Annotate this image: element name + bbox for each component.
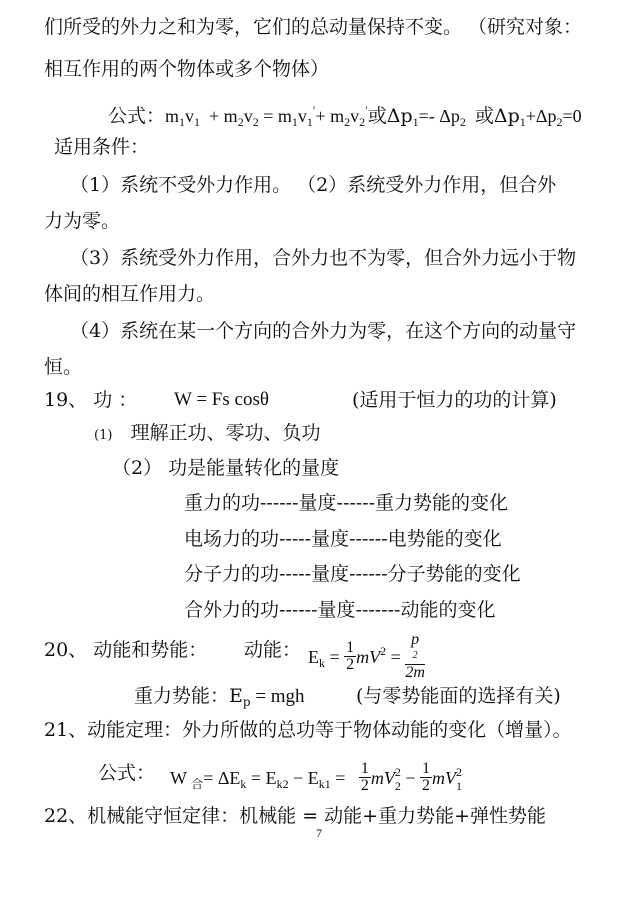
work-formula: W = Fs cosθ	[174, 389, 269, 410]
potential-energy-note: (与零势能面的选择有关)	[356, 685, 561, 707]
text-line-2: 相互作用的两个物体或多个物体）	[44, 58, 330, 80]
text-line-6: 力为零。	[44, 210, 121, 232]
text-line-10: 恒。	[44, 356, 83, 378]
section-19-heading: 19、 功 ：	[44, 389, 138, 411]
section-20-heading: 20、 动能和势能：	[44, 639, 208, 661]
text-line-5: （1）系统不受外力作用。 （2）系统受外力作用，但合外	[70, 174, 557, 196]
applicable-conditions-title: 适用条件：	[54, 136, 150, 158]
text-line-1: 们所受的外力之和为零，它们的总动量保持不变。 （研究对象：	[44, 16, 583, 38]
momentum-formula: 公式：$m_1v_1 + m_2v_2 = m_1v_1'+ m_2v_2'$或$\Delta p_1=-$ $\Delta p_2$ 或$\Delta p_1+\Delta p_2=0$	[108, 103, 582, 129]
section-22-heading: 22、机械能守恒定律：机械能 = 动能+重力势能+弹性势能	[44, 805, 547, 827]
page-number: 7	[316, 826, 322, 840]
work-energy-row-2: 电场力的功-----量度------电势能的变化	[184, 528, 502, 550]
text-line-8: 体间的相互作用力。	[44, 283, 216, 305]
text-line-9: （4）系统在某一个方向的合外力为零，在这个方向的动量守	[70, 320, 577, 342]
work-energy-row-1: 重力的功------量度------重力势能的变化	[184, 492, 509, 514]
kinetic-energy-formula: $E_k$ = $\frac{1}{2}$ $mV^2$ = p 2 2m	[308, 631, 425, 682]
formula-label: 公式：	[108, 105, 166, 127]
momentum-equation: $m_1v_1 + m_2v_2 = m_1v_1'+ m_2v_2'$	[165, 103, 368, 129]
formula-label-21: 公式：	[98, 762, 156, 784]
section-21-heading: 21、动能定理：外力所做的总功等于物体动能的变化（增量）。	[44, 719, 572, 741]
work-formula-note: (适用于恒力的功的计算)	[352, 389, 557, 411]
item-2: （2） 功是能量转化的量度	[112, 457, 340, 479]
kinetic-energy-label: 动能：	[244, 639, 302, 661]
work-energy-row-4: 合外力的功------量度-------动能的变化	[184, 599, 496, 621]
work-energy-row-3: 分子力的功-----量度------分子势能的变化	[184, 563, 521, 585]
item-1: (1) 理解正功、零功、负功	[94, 422, 321, 444]
potential-energy-line: 重力势能：$E_p$ = mgh	[134, 685, 305, 709]
work-energy-theorem-formula: W $_合= \Delta E_k = E_{k2} - E_{k1}$ = $\frac{1}{2}$ $mV_2^2$ − $\frac{1}{2}$ $mV_1^2$	[170, 760, 463, 795]
text-line-7: （3）系统受外力作用，合外力也不为零，但合外力远小于物	[70, 247, 577, 269]
